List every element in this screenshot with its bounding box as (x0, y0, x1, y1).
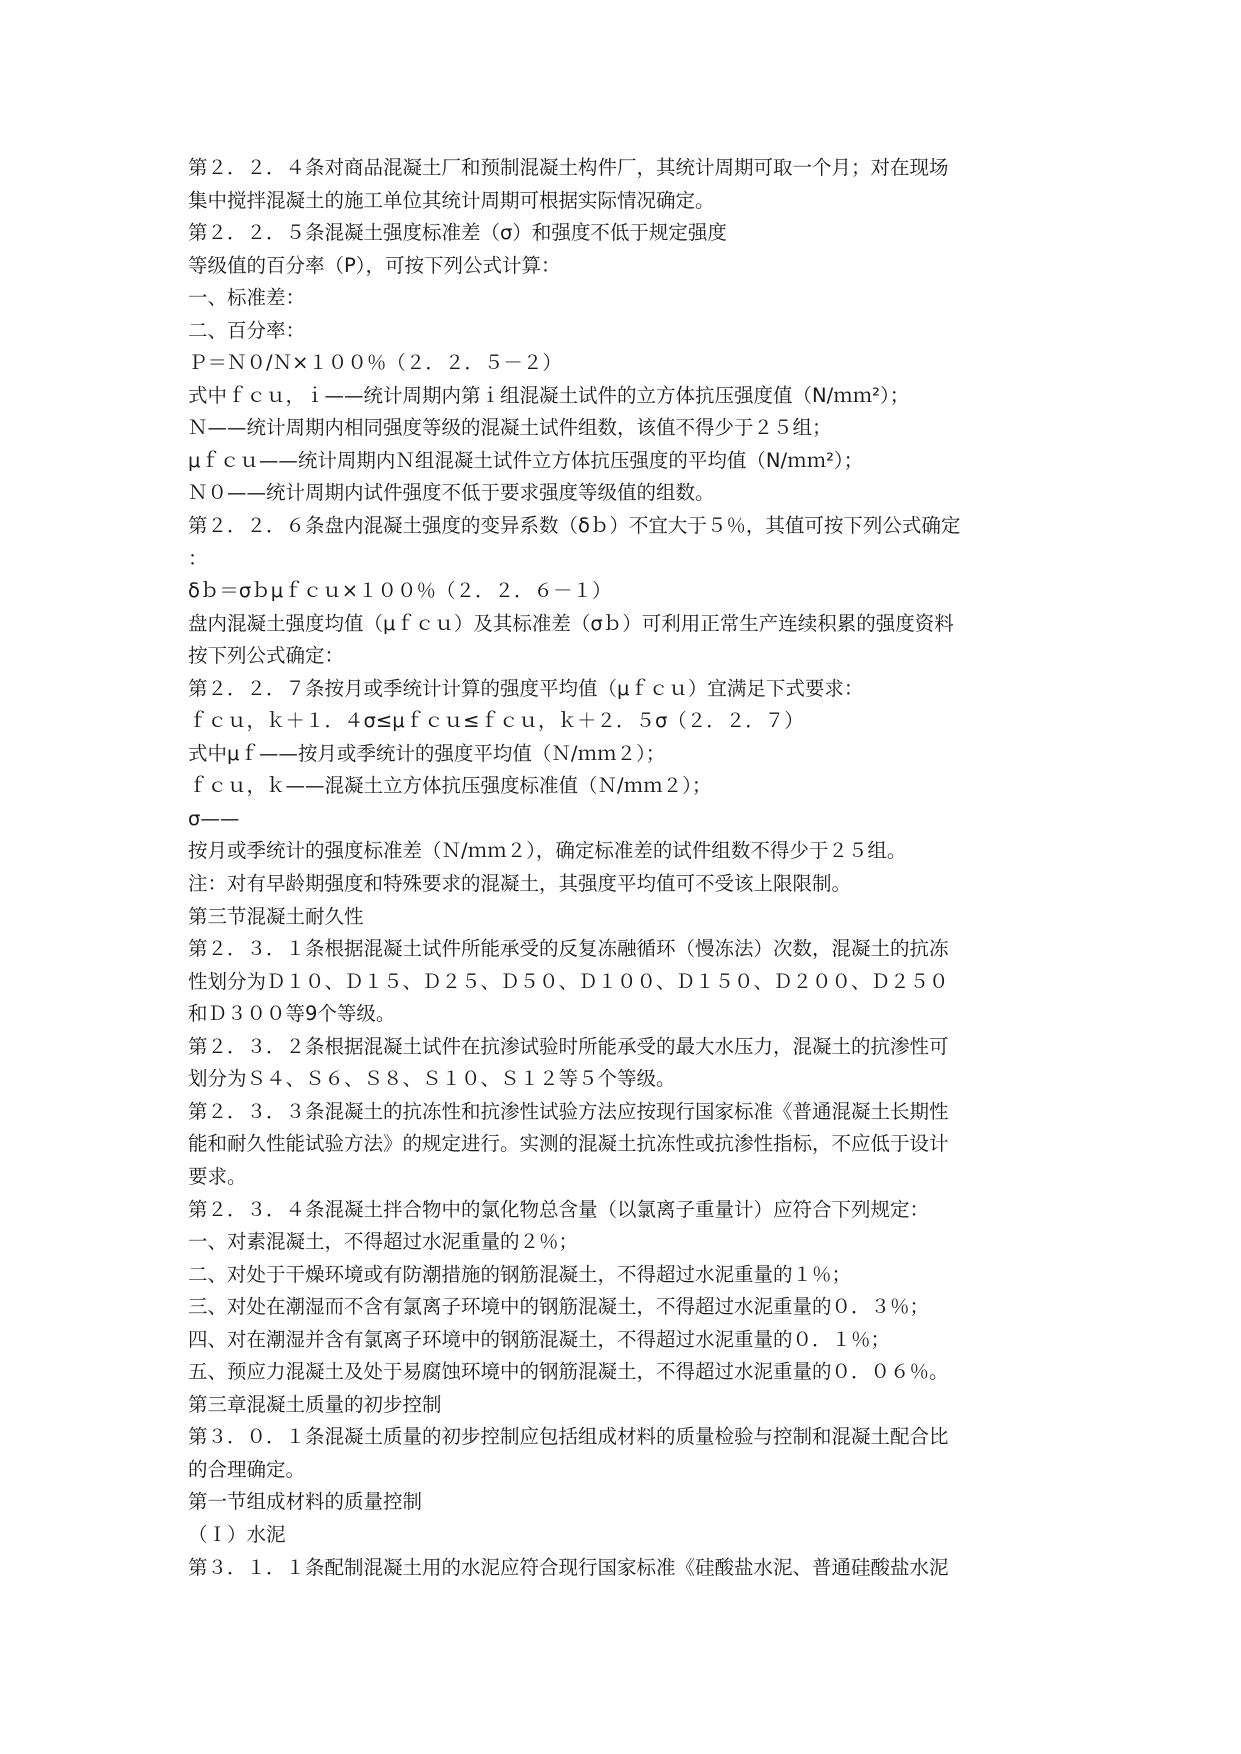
text-line: 和Ｄ３００等9个等级。 (188, 1002, 396, 1026)
formula-line: Ｐ＝Ｎ０/Ｎ×１００％（２．２．５－２） (188, 351, 562, 375)
text-line: 按月或季统计的强度标准差（Ｎ/ｍｍ２），确定标准差的试件组数不得少于２５组。 (188, 839, 907, 863)
text-line: 一、标准差： (188, 286, 306, 310)
chapter-heading: 第三章混凝土质量的初步控制 (188, 1392, 442, 1416)
text-line: ： (188, 546, 208, 570)
text-line: 按下列公式确定： (188, 644, 345, 668)
text-line: 第２．２．４条对商品混凝土厂和预制混凝土构件厂，其统计周期可取一个月；对在现场 (188, 156, 949, 179)
text-line: 划分为Ｓ４、Ｓ６、Ｓ８、Ｓ１０、Ｓ１２等５个等级。 (188, 1067, 676, 1091)
text-line: 式中ｆｃｕ，ｉ——统计周期内第ｉ组混凝土试件的立方体抗压强度值（N/ｍｍ²）； (188, 383, 910, 407)
document-body (188, 152, 1058, 1584)
text-line: 盘内混凝土强度均值（μｆｃｕ）及其标准差（σｂ）可利用正常生产连续积累的强度资料 (188, 611, 954, 635)
note-line: 注：对有早龄期强度和特殊要求的混凝土，其强度平均值可不受该上限限制。 (188, 872, 852, 896)
list-item: 三、对处在潮湿而不含有氯离子环境中的钢筋混凝土，不得超过水泥重量的０．３％； (188, 1295, 930, 1319)
text-line: 性划分为Ｄ１０、Ｄ１５、Ｄ２５、Ｄ５０、Ｄ１００、Ｄ１５０、Ｄ２００、Ｄ２５０ (188, 969, 949, 993)
text-line: 第２．３．４条混凝土拌合物中的氯化物总含量（以氯离子重量计）应符合下列规定： (188, 1197, 930, 1221)
text-line: 能和耐久性能试验方法》的规定进行。实测的混凝土抗冻性或抗渗性指标，不应低于设计 (188, 1132, 949, 1156)
text-line: 第３．０．１条混凝土质量的初步控制应包括组成材料的质量检验与控制和混凝土配合比 (188, 1425, 949, 1449)
text-line: 第２．２．７条按月或季统计计算的强度平均值（μｆｃｕ）宜满足下式要求： (188, 676, 864, 700)
text-line: σ—— (188, 806, 240, 830)
text-line: 等级值的百分率（P），可按下列公式计算： (188, 253, 561, 277)
text-line: 第２．３．３条混凝土的抗冻性和抗渗性试验方法应按现行国家标准《普通混凝土长期性 (188, 1099, 949, 1123)
text-line: 的合理确定。 (188, 1457, 306, 1481)
text-line: 二、百分率： (188, 318, 306, 342)
formula-line: ｆｃｕ，ｋ＋１．４σ≤μｆｃｕ≤ｆｃｕ，ｋ＋２．５σ（２．２．７） (188, 709, 804, 733)
section-heading: 第一节组成材料的质量控制 (188, 1490, 423, 1514)
text-line: Ｎ０——统计周期内试件强度不低于要求强度等级值的组数。 (188, 481, 715, 505)
text-line: 式中μｆ——按月或季统计的强度平均值（Ｎ/ｍｍ２）； (188, 741, 666, 765)
text-line: Ｎ——统计周期内相同强度等级的混凝土试件组数，该值不得少于２５组； (188, 416, 832, 440)
list-item: 一、对素混凝土，不得超过水泥重量的２％； (188, 1230, 579, 1254)
text-line: 第２．２．６条盘内混凝土强度的变异系数（δｂ）不宜大于５％，其值可按下列公式确定 (188, 514, 961, 538)
text-line: 第２．２．５条混凝土强度标准差（σ）和强度不低于规定强度 (188, 221, 727, 245)
text-line: 要求。 (188, 1164, 247, 1188)
text-line: 第２．３．２条根据混凝土试件在抗渗试验时所能承受的最大水压力，混凝土的抗渗性可 (188, 1034, 949, 1058)
text-line: 第３．１．１条配制混凝土用的水泥应符合现行国家标准《硅酸盐水泥、普通硅酸盐水泥 (188, 1555, 949, 1579)
text-line: 集中搅拌混凝土的施工单位其统计周期可根据实际情况确定。 (188, 188, 715, 212)
text-line: 第２．３．１条根据混凝土试件所能承受的反复冻融循环（慢冻法）次数，混凝土的抗冻 (188, 937, 949, 961)
text-line: μｆｃｕ——统计周期内Ｎ组混凝土试件立方体抗压强度的平均值（N/ｍｍ²）； (188, 448, 864, 472)
list-item: 二、对处于干燥环境或有防潮措施的钢筋混凝土，不得超过水泥重量的１％； (188, 1262, 852, 1286)
formula-line: δｂ＝σｂμｆｃｕ×１００％（２．２．６－１） (188, 579, 612, 603)
subsection-heading: （Ｉ）水泥 (188, 1522, 286, 1546)
list-item: 四、对在潮湿并含有氯离子环境中的钢筋混凝土，不得超过水泥重量的０．１％； (188, 1327, 891, 1351)
text-line: ｆｃｕ，ｋ——混凝土立方体抗压强度标准值（Ｎ/ｍｍ２）； (188, 774, 712, 798)
list-item: 五、预应力混凝土及处于易腐蚀环境中的钢筋混凝土，不得超过水泥重量的０．０６％。 (188, 1360, 949, 1384)
section-heading: 第三节混凝土耐久性 (188, 904, 364, 928)
